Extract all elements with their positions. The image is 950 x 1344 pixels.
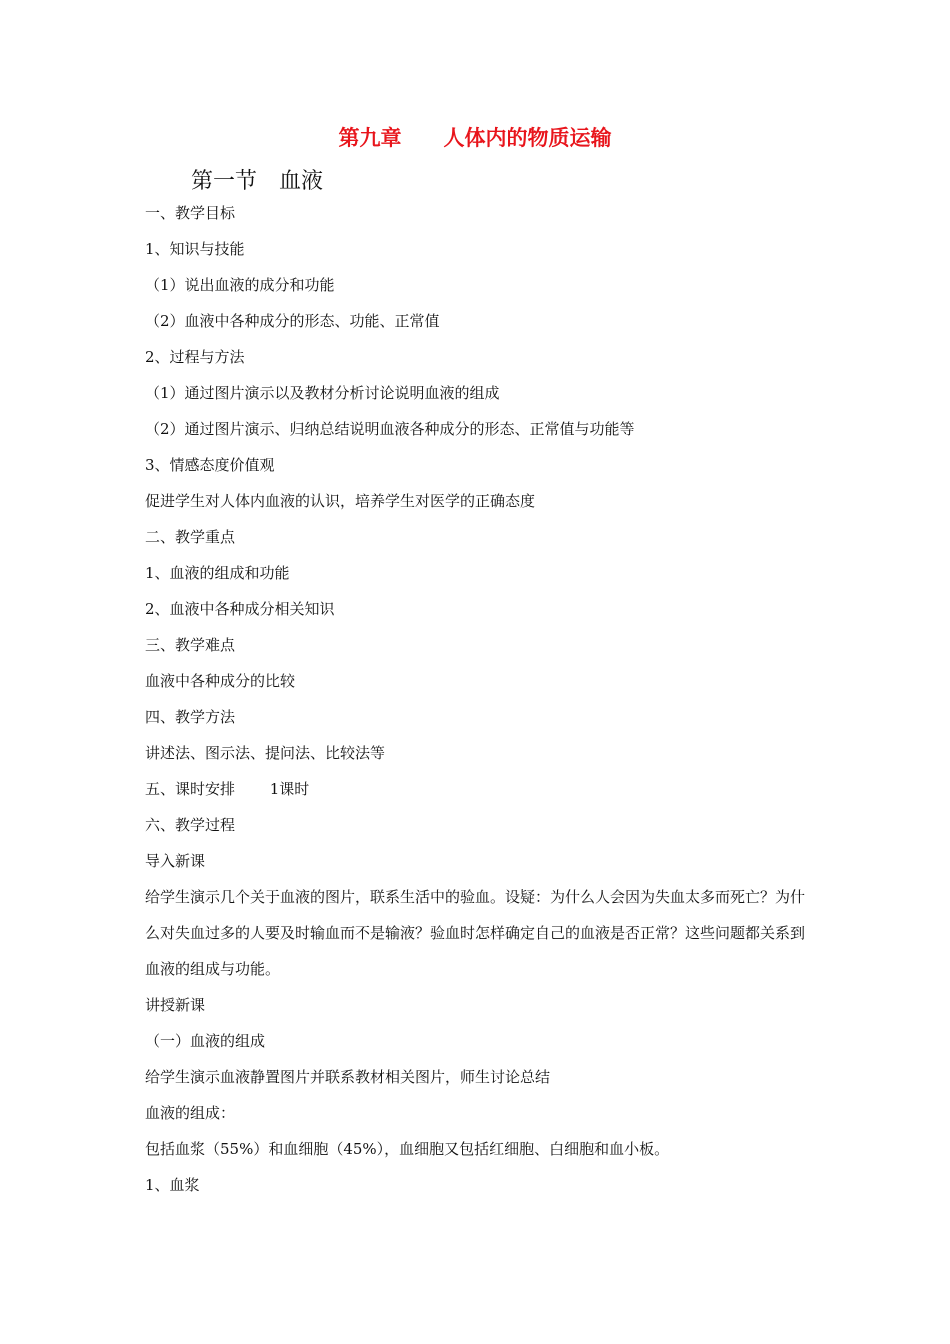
list-item: （1）说出血液的成分和功能 xyxy=(145,276,335,294)
list-item: （1）通过图片演示以及教材分析讨论说明血液的组成 xyxy=(145,384,500,402)
subheading-intro: 导入新课 xyxy=(145,852,206,870)
list-item: （2）通过图片演示、归纳总结说明血液各种成分的形态、正常值与功能等 xyxy=(145,420,635,438)
subheading-attitude-values: 3、情感态度价值观 xyxy=(145,456,275,474)
list-item: 2、血液中各种成分相关知识 xyxy=(145,600,335,618)
heading-process: 六、教学过程 xyxy=(145,816,236,834)
document-body xyxy=(145,195,815,1203)
chapter-title: 第九章 人体内的物质运输 xyxy=(338,126,612,150)
list-item: （一）血液的组成 xyxy=(145,1032,266,1050)
list-item: 讲述法、图示法、提问法、比较法等 xyxy=(145,744,386,762)
heading-methods: 四、教学方法 xyxy=(145,708,236,726)
subheading-process-methods: 2、过程与方法 xyxy=(145,348,245,366)
list-item: 给学生演示血液静置图片并联系教材相关图片，师生讨论总结 xyxy=(145,1068,551,1086)
heading-difficulties: 三、教学难点 xyxy=(145,636,236,654)
list-item: 1、血液的组成和功能 xyxy=(145,564,290,582)
heading-schedule: 五、课时安排 1课时 xyxy=(145,780,310,798)
list-item: 促进学生对人体内血液的认识，培养学生对医学的正确态度 xyxy=(145,492,536,510)
list-item: 血液中各种成分的比较 xyxy=(145,672,296,690)
heading-teaching-goals: 一、教学目标 xyxy=(145,204,236,222)
subheading-new-lesson: 讲授新课 xyxy=(145,996,206,1014)
list-item: 包括血浆（55%）和血细胞（45%），血细胞又包括红细胞、白细胞和血小板。 xyxy=(145,1140,670,1158)
heading-key-points: 二、教学重点 xyxy=(145,528,236,546)
list-item: 1、血浆 xyxy=(145,1176,200,1194)
list-item: （2）血液中各种成分的形态、功能、正常值 xyxy=(145,312,440,330)
list-item: 血液的组成： xyxy=(145,1104,236,1122)
subheading-knowledge-skills: 1、知识与技能 xyxy=(145,240,245,258)
section-title: 第一节 血液 xyxy=(191,169,324,194)
intro-paragraph: 给学生演示几个关于血液的图片，联系生活中的验血。设疑：为什么人会因为失血太多而死亡？为什么对失血过多的人要及时输血而不是输液？验血时怎样确定自己的血液是否正常？这些问题都关系到血液的组成与功能。 xyxy=(145,888,806,978)
